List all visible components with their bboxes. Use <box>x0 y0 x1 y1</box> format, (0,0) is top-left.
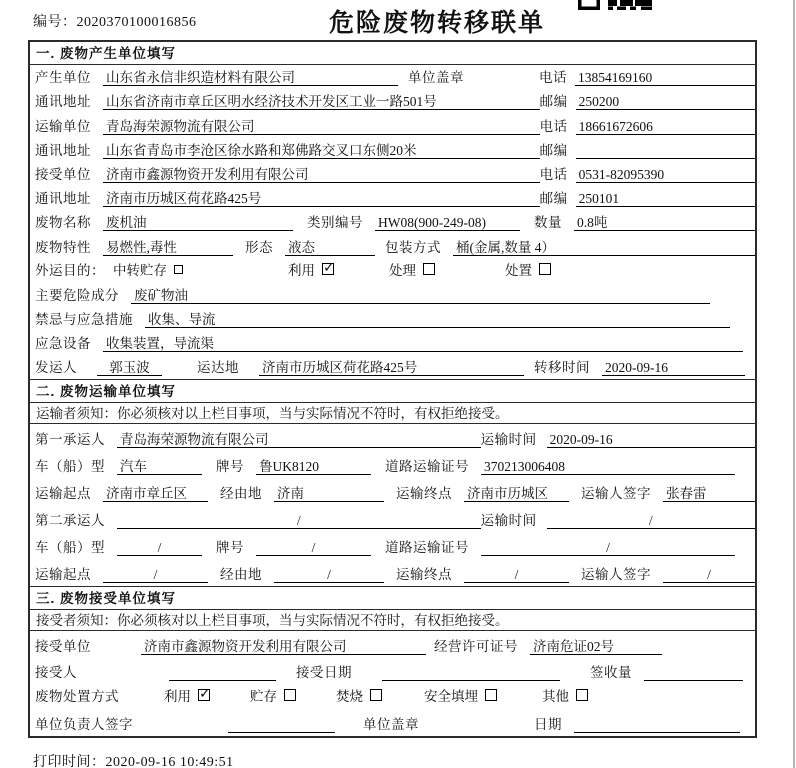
purpose-option-label: 处置 <box>505 263 532 279</box>
route2-start-label: 运输起点 <box>35 567 91 583</box>
receipt-qty-label: 签收量 <box>590 664 632 680</box>
route2-end-label: 运输终点 <box>396 567 452 583</box>
disposal-label: 废物处置方式 <box>35 689 119 705</box>
dispatcher-label: 发运人 <box>35 360 77 376</box>
equipment-value: 收集装置，导流渠 <box>103 335 743 352</box>
print-time-value: 2020-09-16 10:49:51 <box>105 755 234 768</box>
disposal-option-label: 安全填埋 <box>424 689 478 705</box>
receipt-qty-value <box>644 664 743 681</box>
carrier2-value: / <box>117 512 481 529</box>
receiver-zip-label: 邮编 <box>539 191 568 207</box>
vehicle1-row <box>30 451 755 478</box>
checkbox-icon <box>284 689 296 701</box>
doc-number-value: 2020370100016856 <box>76 15 197 30</box>
disposal-option-recycle <box>164 685 210 705</box>
unit-seal-label: 单位盖章 <box>363 717 419 733</box>
route1-end-label: 运输终点 <box>396 486 452 502</box>
route1-start-label: 运输起点 <box>35 486 91 502</box>
waste-name-label: 废物名称 <box>35 215 91 231</box>
purpose-option-dispose <box>505 259 551 279</box>
producer-phone-value: 13854169160 <box>575 69 755 86</box>
vehicle1-license-value: 370213006408 <box>481 458 735 475</box>
vehicle1-type-value: 汽车 <box>117 458 202 475</box>
operating-license-value: 济南危证02号 <box>530 638 662 655</box>
purpose-option-recycle <box>288 259 334 279</box>
producer-zip-label: 邮编 <box>539 94 568 110</box>
acceptor-value <box>169 664 276 681</box>
route2-start-value: / <box>103 566 208 583</box>
disposal-option-store <box>250 685 296 705</box>
transporter-label: 运输单位 <box>35 118 91 134</box>
vehicle1-type-label: 车（船）型 <box>35 459 105 475</box>
waste-name-value: 废机油 <box>103 214 293 231</box>
vehicle1-license-label: 道路运输证号 <box>385 459 469 475</box>
producer-address-label: 通讯地址 <box>35 94 91 110</box>
route1-start-value: 济南市章丘区 <box>103 485 208 502</box>
vehicle1-plate-value: 鲁UK8120 <box>256 458 371 475</box>
checkbox-icon <box>485 689 497 701</box>
equipment-label: 应急设备 <box>35 336 91 352</box>
receive-unit-label: 接受单位 <box>35 638 91 654</box>
disposal-option-label: 焚烧 <box>336 689 363 705</box>
qr-code-icon <box>578 0 652 10</box>
checkbox-icon <box>576 689 588 701</box>
disposal-option-label: 其他 <box>542 689 569 705</box>
carrier1-time-label: 运输时间 <box>480 432 537 448</box>
page-title: 危险废物转移联单 <box>328 9 546 37</box>
receive-notice: 接受者须知：你必须核对以上栏目事项，当与实际情况不符时，有权拒绝接受。 <box>30 610 755 631</box>
disposal-option-other <box>542 685 588 705</box>
section-producer <box>30 42 755 379</box>
responsible-sign-value <box>228 716 335 733</box>
transport-notice: 运输者须知：你必须核对以上栏目事项，当与实际情况不符时，有权拒绝接受。 <box>30 403 755 424</box>
dispatch-row <box>30 355 755 379</box>
destination-label: 运达地 <box>197 360 239 376</box>
route2-via-label: 经由地 <box>220 567 262 583</box>
checkbox-icon <box>322 263 334 275</box>
sign-date-label: 日期 <box>534 717 562 733</box>
receiver-phone-label: 电话 <box>539 166 568 182</box>
receiver-phone-value: 0531-82095390 <box>576 166 755 183</box>
receiver-address-value: 济南市历城区荷花路425号 <box>103 190 540 207</box>
checkbox-icon <box>539 263 551 275</box>
transporter-phone-label: 电话 <box>539 118 568 134</box>
route1-via-label: 经由地 <box>220 486 262 502</box>
waste-form-value: 液态 <box>285 239 375 256</box>
operating-license-label: 经营许可证号 <box>434 638 518 654</box>
carrier1-row <box>30 424 755 451</box>
producer-row <box>30 65 755 89</box>
vehicle2-type-label: 车（船）型 <box>35 540 105 556</box>
vehicle1-plate-label: 牌号 <box>216 459 244 475</box>
route2-row <box>30 559 755 586</box>
waste-qty-value: 0.8吨 <box>574 214 755 231</box>
transfer-date-value: 2020-09-16 <box>602 359 745 376</box>
disposal-option-label: 利用 <box>164 689 191 705</box>
sign-row <box>30 710 755 736</box>
route1-via-value: 济南 <box>274 485 384 502</box>
print-time-label: 打印时间： <box>33 755 106 768</box>
producer-address-row <box>30 89 755 113</box>
vehicle2-license-value: / <box>481 539 735 556</box>
checkbox-icon <box>174 265 183 274</box>
receiver-row <box>30 162 755 186</box>
transporter-address-value: 山东省青岛市李沧区徐水路和郑佛路交叉口东侧20米 <box>103 142 540 159</box>
route2-via-value: / <box>274 566 384 583</box>
carrier2-time-label: 运输时间 <box>480 513 537 529</box>
transporter-phone-value: 18661672606 <box>576 118 755 135</box>
accept-date-value <box>382 664 560 681</box>
route2-sign-value: / <box>663 566 755 583</box>
precaution-label: 禁忌与应急措施 <box>35 312 133 328</box>
hazard-label: 主要危险成分 <box>35 287 119 303</box>
producer-label: 产生单位 <box>35 70 91 86</box>
dispatcher-value: 郭玉波 <box>97 359 162 376</box>
transfer-date-label: 转移时间 <box>534 360 590 376</box>
disposal-option-landfill <box>424 685 497 705</box>
receive-unit-value: 济南市鑫源物资开发利用有限公司 <box>141 638 426 655</box>
hazard-value: 废矿物油 <box>131 287 710 304</box>
carrier2-row <box>30 505 755 532</box>
destination-value: 济南市历城区荷花路425号 <box>259 359 524 376</box>
vehicle2-license-label: 道路运输证号 <box>385 540 469 556</box>
vehicle2-row <box>30 532 755 559</box>
receiver-address-row <box>30 186 755 210</box>
section1-header: 一. 废物产生单位填写 <box>30 42 755 65</box>
carrier2-label: 第二承运人 <box>35 513 105 529</box>
transporter-value: 青岛海荣源物流有限公司 <box>103 118 540 135</box>
disposal-option-incinerate <box>336 685 382 705</box>
acceptor-label: 接受人 <box>35 664 77 680</box>
vehicle2-plate-value: / <box>256 539 371 556</box>
route2-end-value: / <box>464 566 569 583</box>
transporter-row <box>30 113 755 137</box>
sign-date-value <box>574 716 740 733</box>
section-receive <box>30 586 755 736</box>
section-transport <box>30 379 755 586</box>
manifest-form <box>28 40 757 738</box>
print-time <box>33 751 234 768</box>
route1-sign-label: 运输人签字 <box>581 486 651 502</box>
waste-qty-label: 数量 <box>534 215 562 231</box>
responsible-sign-label: 单位负责人签字 <box>35 717 133 733</box>
transporter-zip-label: 邮编 <box>539 142 568 158</box>
purpose-option-label: 处理 <box>389 263 416 279</box>
purpose-option-transfer <box>113 259 183 279</box>
waste-form-label: 形态 <box>245 239 273 255</box>
receiver-label: 接受单位 <box>35 166 91 182</box>
route2-sign-label: 运输人签字 <box>581 567 651 583</box>
carrier2-time-value: / <box>547 512 755 529</box>
transporter-address-label: 通讯地址 <box>35 142 91 158</box>
producer-zip-value: 250200 <box>576 93 755 110</box>
purpose-row <box>30 259 755 283</box>
window-edge <box>793 0 795 768</box>
purpose-option-label: 利用 <box>288 263 315 279</box>
transporter-address-row <box>30 138 755 162</box>
disposal-option-label: 贮存 <box>250 689 277 705</box>
producer-address-value: 山东省济南市章丘区明水经济技术开发区工业一路501号 <box>103 93 540 110</box>
waste-pack-value: 桶(金属,数量 4） <box>453 239 755 256</box>
waste-props-value: 易燃性,毒性 <box>103 239 233 256</box>
carrier1-label: 第一承运人 <box>35 432 105 448</box>
producer-phone-label: 电话 <box>539 70 567 86</box>
receiver-zip-value: 250101 <box>576 190 755 207</box>
purpose-option-treat <box>389 259 435 279</box>
seal-label: 单位盖章 <box>408 70 464 86</box>
equipment-row <box>30 331 755 355</box>
section3-header: 三. 废物接受单位填写 <box>30 587 755 610</box>
waste-props-row <box>30 234 755 258</box>
receiver-value: 济南市鑫源物资开发利用有限公司 <box>103 166 540 183</box>
carrier1-value: 青岛海荣源物流有限公司 <box>117 431 481 448</box>
checkbox-icon <box>370 689 382 701</box>
transporter-zip-value <box>576 142 755 159</box>
route1-row <box>30 478 755 505</box>
accept-date-label: 接受日期 <box>296 664 352 680</box>
purpose-option-label: 中转贮存 <box>113 263 167 279</box>
purpose-label: 外运目的： <box>35 263 105 279</box>
waste-props-label: 废物特性 <box>35 239 91 255</box>
accept-row <box>30 658 755 684</box>
precaution-row <box>30 307 755 331</box>
checkbox-icon <box>423 263 435 275</box>
checkbox-icon <box>198 689 210 701</box>
waste-name-row <box>30 210 755 234</box>
doc-number-label: 编号： <box>33 15 77 30</box>
vehicle2-type-value: / <box>117 539 202 556</box>
vehicle2-plate-label: 牌号 <box>216 540 244 556</box>
route1-end-value: 济南市历城区 <box>464 485 569 502</box>
route1-sign-value: 张春雷 <box>663 485 755 502</box>
waste-pack-label: 包装方式 <box>385 239 441 255</box>
hazard-row <box>30 283 755 307</box>
receive-unit-row <box>30 631 755 657</box>
waste-code-value: HW08(900-249-08) <box>375 214 520 231</box>
precaution-value: 收集、导流 <box>145 311 730 328</box>
doc-number <box>33 11 197 31</box>
receiver-address-label: 通讯地址 <box>35 191 91 207</box>
section2-header: 二. 废物运输单位填写 <box>30 380 755 403</box>
disposal-row <box>30 684 755 710</box>
producer-value: 山东省永信非织造材料有限公司 <box>103 69 398 86</box>
carrier1-time-value: 2020-09-16 <box>547 431 755 448</box>
waste-code-label: 类别编号 <box>307 215 363 231</box>
